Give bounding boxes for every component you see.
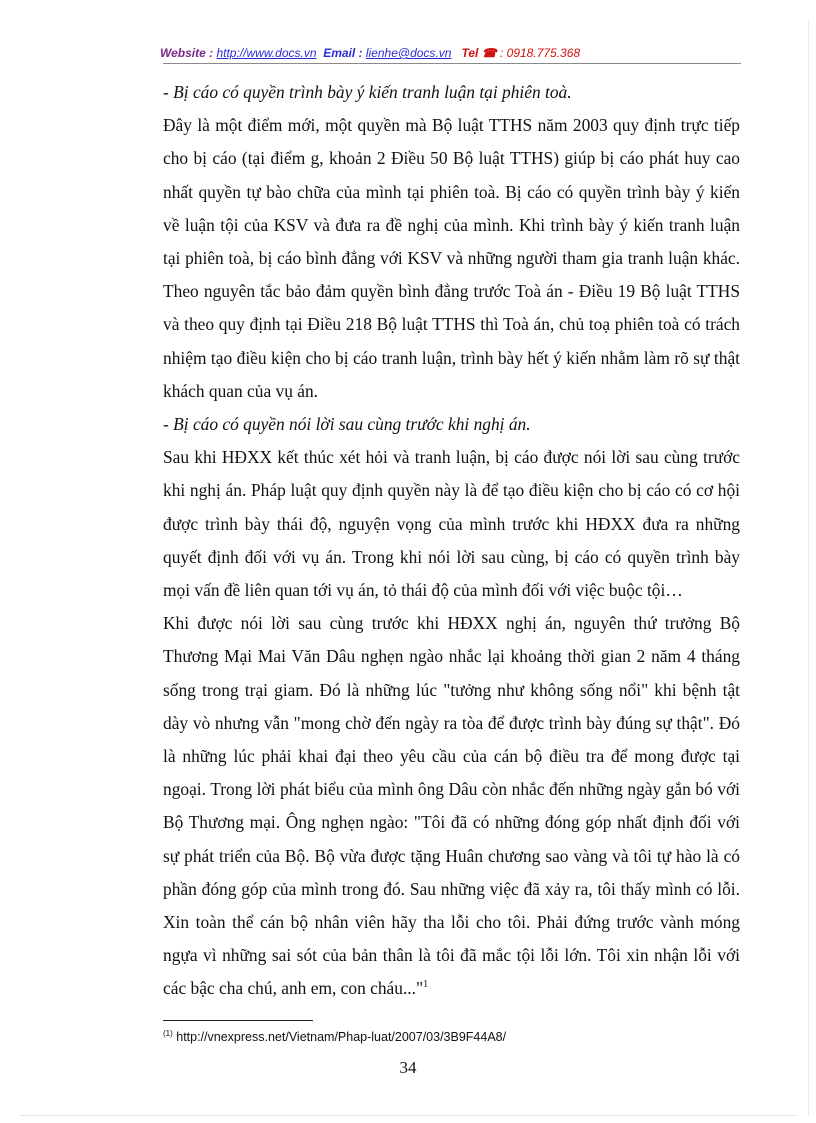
page-number: 34 <box>399 1058 417 1077</box>
website-label: Website : <box>160 46 217 60</box>
paragraph-text: Sau khi HĐXX kết thúc xét hỏi và tranh luận, bị cáo được nói lời sau cùng trước khi nghị án. Pháp luật quy định quyền này là để tạo điều kiện cho bị cáo có cơ hội được trình bày thái độ, nguyện vọng của mình trước khi HĐXX đưa ra những quyết định đối với vụ án. Trong khi nói lời sau cùng, bị cáo có quyền trình bày mọi vấn đề liên quan tới vụ án, tỏ thái độ của mình đối với việc buộc tội… <box>163 447 740 601</box>
paragraph <box>163 441 740 607</box>
tel-value: : 0918.775.368 <box>496 46 581 60</box>
footnote-mark: (1) <box>163 1029 173 1038</box>
document-body <box>163 76 740 1006</box>
page-border-bottom <box>20 1115 796 1116</box>
website-link[interactable]: http://www.docs.vn <box>216 46 317 60</box>
heading-right-to-argue: - Bị cáo có quyền trình bày ý kiến tranh luận tại phiên toà. <box>163 82 572 102</box>
footnote-link[interactable]: http://vnexpress.net/Vietnam/Phap-luat/2007/03/3B9F44A8/ <box>172 1030 507 1045</box>
paragraph <box>163 109 740 408</box>
footnote-reference[interactable]: 1 <box>423 979 429 991</box>
email-label: Email <box>323 46 356 60</box>
page-border-right <box>808 20 809 1115</box>
phone-icon: ☎ <box>481 46 497 60</box>
email-separator: : <box>355 46 366 60</box>
heading-right-to-last-words: - Bị cáo có quyền nói lời sau cùng trước khi nghị án. <box>163 414 531 435</box>
paragraph-text: Đây là một điểm mới, một quyền mà Bộ luật TTHS năm 2003 quy định trực tiếp cho bị cáo (tại điểm g, khoản 2 Điều 50 Bộ luật TTHS) giúp bị cáo phát huy cao nhất quyền tự bào chữa của mình tại phiên toà. Bị cáo có quyền trình bày ý kiến về luận tội của KSV và đưa ra đề nghị của mình. Khi trình bày ý kiến tranh luận tại phiên toà, bị cáo bình đẳng với KSV và những người tham gia tranh luận khác. Theo nguyên tắc bảo đảm quyền bình đẳng trước Toà án - Điều 19 Bộ luật TTHS và theo quy định tại Điều 218 Bộ luật TTHS thì Toà án, chủ toạ phiên toà có trách nhiệm tạo điều kiện cho bị cáo tranh luận, trình bày hết ý kiến nhằm làm rõ sự thật khách quan của vụ án. <box>163 115 740 401</box>
email-link[interactable]: lienhe@docs.vn <box>365 46 452 60</box>
tel-label: Tel <box>461 46 482 60</box>
header-divider <box>163 63 741 64</box>
footnote-divider <box>163 1020 313 1021</box>
page-header <box>160 46 680 60</box>
paragraph <box>163 607 740 1005</box>
footnote <box>163 1029 740 1044</box>
paragraph-text: Khi được nói lời sau cùng trước khi HĐXX nghị án, nguyên thứ trưởng Bộ Thương Mại Mai Văn Dâu nghẹn ngào nhắc lại khoảng thời gian 2 năm 4 tháng sống trong trại giam. Đó là những lúc "tưởng như không sống nổi" khi bệnh tật dày vò nhưng vẫn "mong chờ đến ngày ra tòa để được trình bày đúng sự thật". Đó là những lúc phải khai đại theo yêu cầu của cán bộ điều tra để mong được tại ngoại. Trong lời phát biểu của mình ông Dâu còn nhắc đến những ngày gắn bó với Bộ Thương mại. Ông nghẹn ngào: "Tôi đã có những đóng góp nhất định đối với sự phát triển của Bộ. Bộ vừa được tặng Huân chương sao vàng và tôi tự hào là có phần đóng góp của mình trong đó. Sau những việc đã xảy ra, tôi thấy mình có lỗi. Xin toàn thể cán bộ nhân viên hãy tha lỗi cho tôi. Phải đứng trước vành móng ngựa vì những sai sót của bản thân là tôi đã mắc tội lỗi lớn. Tôi xin nhận lỗi với các bậc cha chú, anh em, con cháu..." <box>163 613 740 999</box>
